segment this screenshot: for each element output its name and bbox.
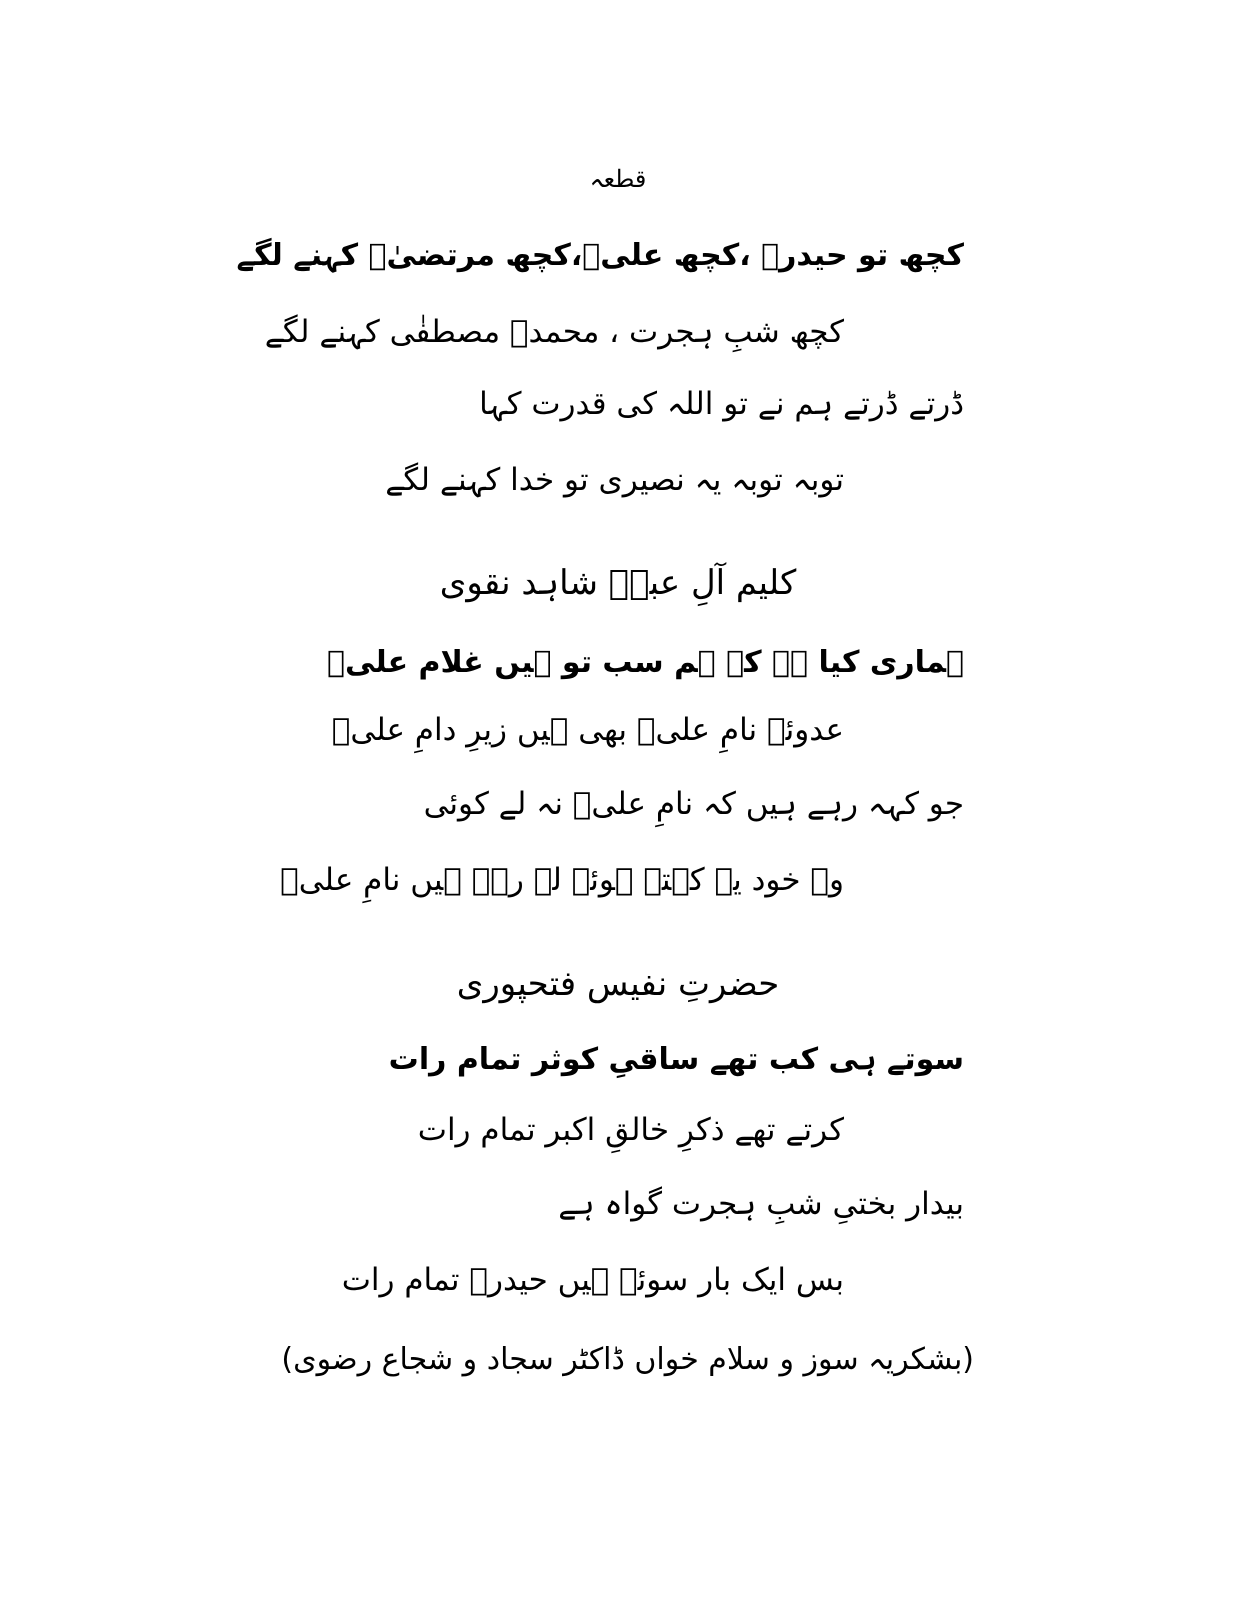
verse-line: سوتے ہی کب تھے ساقیِ کوثر تمام رات (388, 1042, 964, 1077)
verse-line: ہماری کیا ہے کہ ہم سب تو ہیں غلام علیؑ (326, 645, 964, 680)
verse-line: کچھ شبِ ہجرت ، محمدؐ مصطفٰی کہنے لگے (264, 314, 844, 350)
section-heading-poet: حضرتِ نفیس فتحپوری (456, 964, 780, 1004)
verse-line: عدوئے نامِ علیؑ بھی ہیں زیرِ دامِ علیؑ (331, 712, 844, 748)
credit-line: (بشکریہ سوز و سلام خواں ڈاکٹر سجاد و شجاع رضوی) (281, 1342, 974, 1377)
verse-line: ڈرتے ڈرتے ہم نے تو اللہ کی قدرت کہا (479, 386, 964, 422)
section-heading-qita: قطعہ (589, 165, 647, 193)
verse-line: بس ایک بار سوئے ہیں حیدرؑ تمام رات (341, 1262, 844, 1298)
verse-line: جو کہہ رہے ہیں کہ نامِ علیؑ نہ لے کوئی (423, 786, 964, 822)
verse-line: بیدار بختیِ شبِ ہجرت گواہ ہے (558, 1186, 964, 1222)
verse-line: کرتے تھے ذکرِ خالقِ اکبر تمام رات (417, 1112, 844, 1148)
verse-line: وہ خود یہ کہتے ہوئے لے رہے ہیں نامِ علیؑ (280, 862, 844, 898)
section-heading-poet: کلیم آلِ عباؑ شاہد نقوی (439, 563, 797, 603)
verse-line: توبہ توبہ یہ نصیری تو خدا کہنے لگے (385, 462, 844, 498)
verse-line: کچھ تو حیدرؑ ،کچھ علیؑ،کچھ مرتضیٰؑ کہنے لگے (236, 238, 964, 273)
